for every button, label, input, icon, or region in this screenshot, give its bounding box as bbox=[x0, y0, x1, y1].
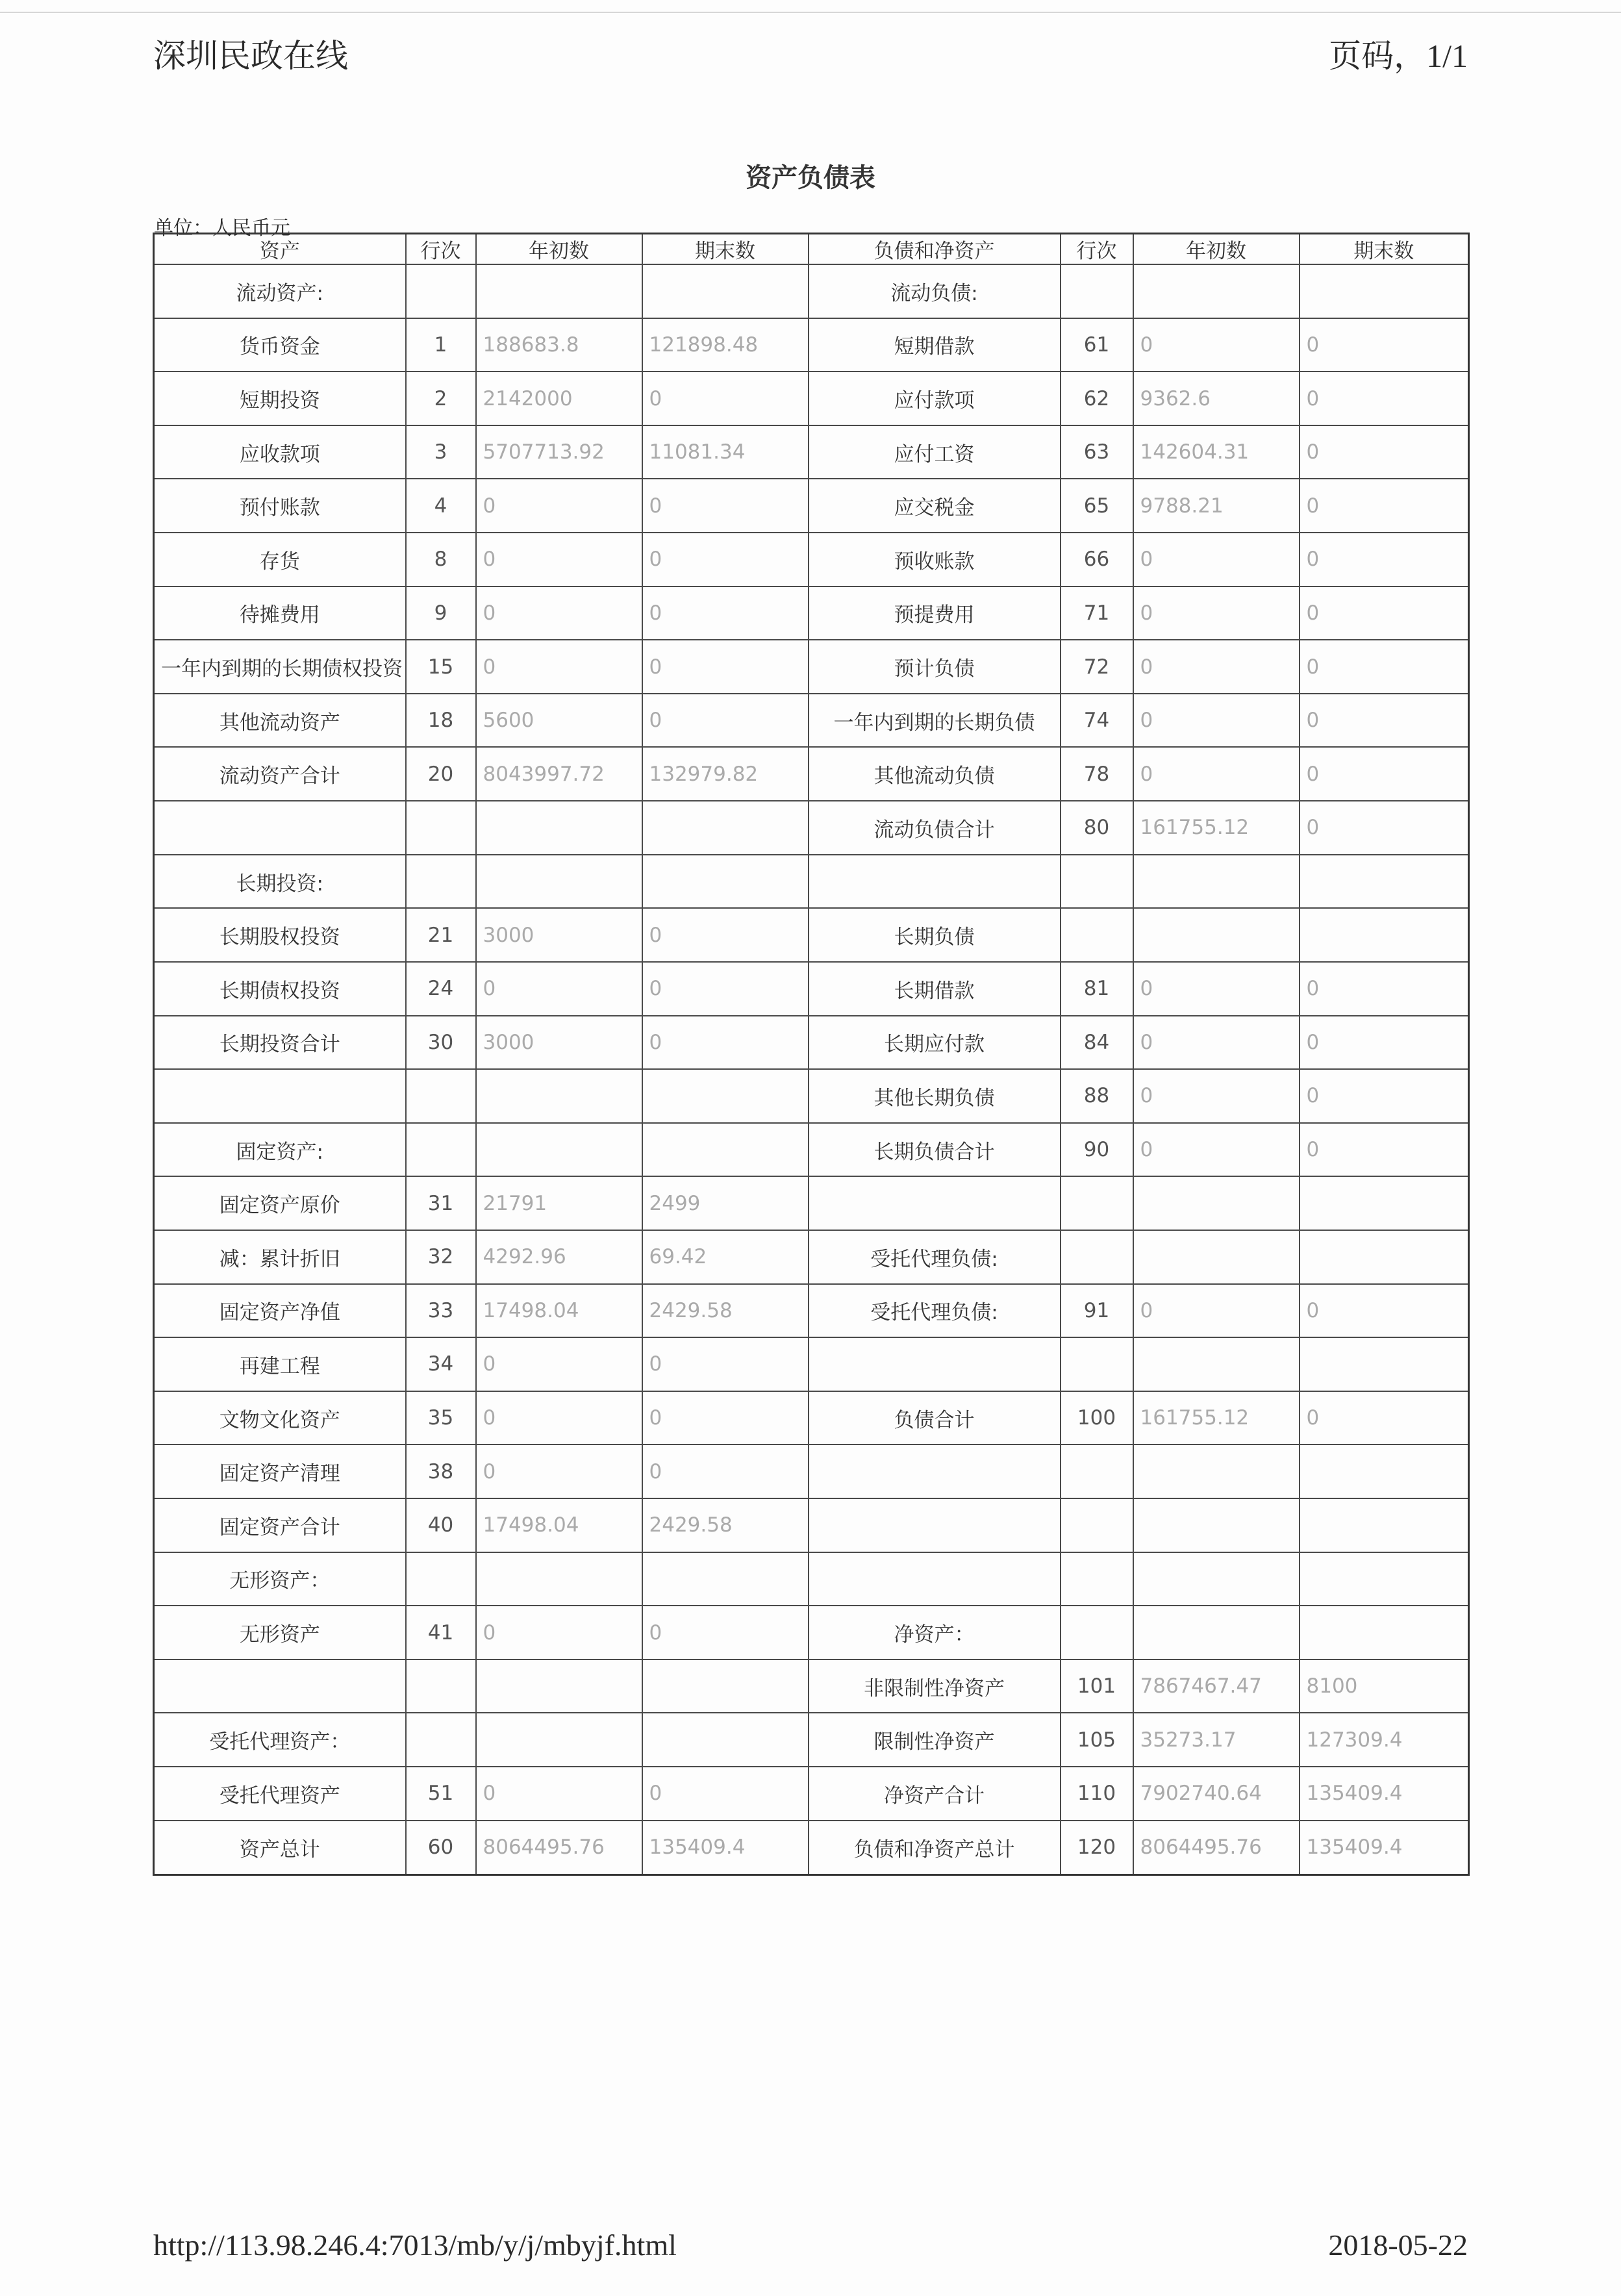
asset-opening bbox=[476, 855, 642, 909]
asset-line-no: 33 bbox=[406, 1284, 476, 1338]
table-row bbox=[154, 587, 1469, 640]
asset-name: 无形资产： bbox=[154, 1552, 406, 1606]
asset-closing: 0 bbox=[642, 908, 809, 962]
asset-line-no: 51 bbox=[406, 1767, 476, 1821]
liability-line-no: 81 bbox=[1061, 962, 1133, 1016]
asset-name: 流动资产: bbox=[154, 264, 406, 318]
asset-opening: 21791 bbox=[476, 1176, 642, 1230]
liability-line-no: 65 bbox=[1061, 479, 1133, 533]
asset-closing: 0 bbox=[642, 533, 809, 587]
liability-line-no: 66 bbox=[1061, 533, 1133, 587]
table-row bbox=[154, 372, 1469, 425]
table-row bbox=[154, 1337, 1469, 1391]
table-row bbox=[154, 640, 1469, 694]
liability-name: 流动负债: bbox=[809, 264, 1061, 318]
liability-line-no: 71 bbox=[1061, 587, 1133, 640]
liability-opening: 142604.31 bbox=[1133, 425, 1300, 479]
table-row bbox=[154, 855, 1469, 909]
asset-name: 受托代理资产： bbox=[154, 1713, 406, 1767]
liability-name: 负债合计 bbox=[809, 1391, 1061, 1445]
liability-line-no: 105 bbox=[1061, 1713, 1133, 1767]
liability-closing bbox=[1300, 1176, 1469, 1230]
asset-name: 文物文化资产 bbox=[154, 1391, 406, 1445]
asset-line-no bbox=[406, 264, 476, 318]
liability-closing: 135409.4 bbox=[1300, 1767, 1469, 1821]
liability-line-no: 120 bbox=[1061, 1821, 1133, 1875]
liability-closing: 0 bbox=[1300, 587, 1469, 640]
asset-closing: 0 bbox=[642, 962, 809, 1016]
asset-opening bbox=[476, 1123, 642, 1177]
liability-opening: 35273.17 bbox=[1133, 1713, 1300, 1767]
liability-line-no bbox=[1061, 1444, 1133, 1498]
liability-name bbox=[809, 1552, 1061, 1606]
asset-name bbox=[154, 1659, 406, 1713]
liability-closing bbox=[1300, 1444, 1469, 1498]
liability-line-no bbox=[1061, 264, 1133, 318]
asset-line-no: 8 bbox=[406, 533, 476, 587]
balance-sheet-table bbox=[153, 233, 1470, 1876]
asset-closing: 121898.48 bbox=[642, 318, 809, 372]
liability-name: 长期负债合计 bbox=[809, 1123, 1061, 1177]
liability-closing: 127309.4 bbox=[1300, 1713, 1469, 1767]
asset-line-no bbox=[406, 801, 476, 855]
asset-closing bbox=[642, 1123, 809, 1177]
asset-opening: 0 bbox=[476, 533, 642, 587]
liability-name: 净资产合计 bbox=[809, 1767, 1061, 1821]
asset-closing: 0 bbox=[642, 1337, 809, 1391]
liability-line-no: 62 bbox=[1061, 372, 1133, 425]
liability-closing bbox=[1300, 1337, 1469, 1391]
liability-line-no: 63 bbox=[1061, 425, 1133, 479]
col-header-closing: 期末数 bbox=[642, 234, 809, 265]
table-row bbox=[154, 1498, 1469, 1552]
asset-closing: 0 bbox=[642, 1606, 809, 1659]
liability-closing: 0 bbox=[1300, 1123, 1469, 1177]
liability-name: 流动负债合计 bbox=[809, 801, 1061, 855]
liability-closing bbox=[1300, 1606, 1469, 1659]
table-row bbox=[154, 1821, 1469, 1875]
asset-closing: 2429.58 bbox=[642, 1284, 809, 1338]
liability-name bbox=[809, 1498, 1061, 1552]
liability-line-no bbox=[1061, 908, 1133, 962]
liability-opening: 161755.12 bbox=[1133, 801, 1300, 855]
liability-closing bbox=[1300, 1498, 1469, 1552]
asset-line-no: 40 bbox=[406, 1498, 476, 1552]
liability-opening: 0 bbox=[1133, 1284, 1300, 1338]
liability-name: 应付工资 bbox=[809, 425, 1061, 479]
asset-opening: 2142000 bbox=[476, 372, 642, 425]
liability-name: 净资产： bbox=[809, 1606, 1061, 1659]
site-title: 深圳民政在线 bbox=[153, 38, 348, 74]
liability-closing: 0 bbox=[1300, 1069, 1469, 1123]
liability-opening bbox=[1133, 1552, 1300, 1606]
liability-opening: 0 bbox=[1133, 587, 1300, 640]
liability-opening: 161755.12 bbox=[1133, 1391, 1300, 1445]
liability-name: 一年内到期的长期负债 bbox=[809, 694, 1061, 748]
footer-url: http://113.98.246.4:7013/mb/y/j/mbyjf.html bbox=[153, 2228, 677, 2262]
unit-label: 单位：人民币元 bbox=[154, 217, 290, 240]
asset-closing bbox=[642, 264, 809, 318]
liability-line-no: 90 bbox=[1061, 1123, 1133, 1177]
liability-line-no bbox=[1061, 1337, 1133, 1391]
asset-name: 应收款项 bbox=[154, 425, 406, 479]
col-header-closing-2: 期末数 bbox=[1300, 234, 1469, 265]
liability-closing: 0 bbox=[1300, 640, 1469, 694]
report-title: 资产负债表 bbox=[746, 163, 875, 193]
liability-name: 预计负债 bbox=[809, 640, 1061, 694]
liability-name bbox=[809, 1176, 1061, 1230]
table-row bbox=[154, 962, 1469, 1016]
table-row bbox=[154, 264, 1469, 318]
asset-closing: 0 bbox=[642, 1767, 809, 1821]
liability-name: 非限制性净资产 bbox=[809, 1659, 1061, 1713]
liability-line-no: 101 bbox=[1061, 1659, 1133, 1713]
asset-opening: 17498.04 bbox=[476, 1498, 642, 1552]
asset-opening: 0 bbox=[476, 1337, 642, 1391]
liability-name: 其他流动负债 bbox=[809, 747, 1061, 801]
asset-name: 减：累计折旧 bbox=[154, 1230, 406, 1284]
asset-name: 预付账款 bbox=[154, 479, 406, 533]
page-number: 页码，1/1 bbox=[1329, 38, 1468, 74]
asset-opening: 5600 bbox=[476, 694, 642, 748]
table-row bbox=[154, 1123, 1469, 1177]
liability-opening bbox=[1133, 1606, 1300, 1659]
asset-line-no: 41 bbox=[406, 1606, 476, 1659]
asset-opening bbox=[476, 1069, 642, 1123]
asset-name bbox=[154, 1069, 406, 1123]
asset-name bbox=[154, 801, 406, 855]
liability-opening: 0 bbox=[1133, 1123, 1300, 1177]
liability-opening bbox=[1133, 1444, 1300, 1498]
asset-name: 一年内到期的长期债权投资 bbox=[154, 640, 406, 694]
col-header-opening-2: 年初数 bbox=[1133, 234, 1300, 265]
table-row bbox=[154, 533, 1469, 587]
asset-line-no bbox=[406, 1659, 476, 1713]
asset-closing: 0 bbox=[642, 694, 809, 748]
liability-line-no bbox=[1061, 1230, 1133, 1284]
asset-closing: 0 bbox=[642, 479, 809, 533]
asset-opening bbox=[476, 1659, 642, 1713]
asset-line-no: 24 bbox=[406, 962, 476, 1016]
asset-opening: 8043997.72 bbox=[476, 747, 642, 801]
liability-opening bbox=[1133, 855, 1300, 909]
liability-closing: 0 bbox=[1300, 533, 1469, 587]
asset-opening: 0 bbox=[476, 1767, 642, 1821]
asset-name: 长期投资合计 bbox=[154, 1016, 406, 1070]
liability-name: 受托代理负债: bbox=[809, 1230, 1061, 1284]
table-row bbox=[154, 425, 1469, 479]
asset-closing: 0 bbox=[642, 1444, 809, 1498]
asset-name: 固定资产原价 bbox=[154, 1176, 406, 1230]
liability-closing: 0 bbox=[1300, 479, 1469, 533]
asset-line-no bbox=[406, 1123, 476, 1177]
liability-name: 预收账款 bbox=[809, 533, 1061, 587]
table-row bbox=[154, 1552, 1469, 1606]
liability-name: 应交税金 bbox=[809, 479, 1061, 533]
asset-closing bbox=[642, 1659, 809, 1713]
asset-closing bbox=[642, 1713, 809, 1767]
table-row bbox=[154, 1284, 1469, 1338]
asset-closing: 0 bbox=[642, 372, 809, 425]
table-row bbox=[154, 1444, 1469, 1498]
asset-line-no: 32 bbox=[406, 1230, 476, 1284]
liability-opening bbox=[1133, 264, 1300, 318]
asset-name: 受托代理资产 bbox=[154, 1767, 406, 1821]
liability-line-no: 72 bbox=[1061, 640, 1133, 694]
col-header-liabilities: 负债和净资产 bbox=[809, 234, 1061, 265]
liability-closing: 0 bbox=[1300, 801, 1469, 855]
asset-name: 其他流动资产 bbox=[154, 694, 406, 748]
table-row bbox=[154, 801, 1469, 855]
asset-name: 固定资产净值 bbox=[154, 1284, 406, 1338]
liability-name bbox=[809, 1444, 1061, 1498]
table-row bbox=[154, 479, 1469, 533]
table-row bbox=[154, 1230, 1469, 1284]
liability-line-no: 80 bbox=[1061, 801, 1133, 855]
asset-line-no: 30 bbox=[406, 1016, 476, 1070]
asset-line-no bbox=[406, 1069, 476, 1123]
liability-closing: 0 bbox=[1300, 694, 1469, 748]
table-row bbox=[154, 1176, 1469, 1230]
asset-line-no bbox=[406, 855, 476, 909]
liability-opening: 8064495.76 bbox=[1133, 1821, 1300, 1875]
asset-name: 再建工程 bbox=[154, 1337, 406, 1391]
asset-line-no: 9 bbox=[406, 587, 476, 640]
asset-opening: 0 bbox=[476, 962, 642, 1016]
liability-closing: 0 bbox=[1300, 318, 1469, 372]
liability-opening bbox=[1133, 1337, 1300, 1391]
col-header-line-no: 行次 bbox=[406, 234, 476, 265]
liability-opening: 0 bbox=[1133, 1016, 1300, 1070]
liability-opening bbox=[1133, 1230, 1300, 1284]
table-row bbox=[154, 694, 1469, 748]
liability-line-no bbox=[1061, 1498, 1133, 1552]
asset-line-no: 18 bbox=[406, 694, 476, 748]
asset-opening: 8064495.76 bbox=[476, 1821, 642, 1875]
liability-opening: 0 bbox=[1133, 1069, 1300, 1123]
liability-closing bbox=[1300, 264, 1469, 318]
asset-closing bbox=[642, 1069, 809, 1123]
footer-date: 2018-05-22 bbox=[1328, 2228, 1468, 2262]
liability-name: 长期负债 bbox=[809, 908, 1061, 962]
asset-closing: 2429.58 bbox=[642, 1498, 809, 1552]
liability-closing: 0 bbox=[1300, 1284, 1469, 1338]
asset-name: 固定资产: bbox=[154, 1123, 406, 1177]
table-row bbox=[154, 1767, 1469, 1821]
asset-opening: 0 bbox=[476, 1444, 642, 1498]
asset-line-no: 3 bbox=[406, 425, 476, 479]
liability-name: 预提费用 bbox=[809, 587, 1061, 640]
liability-name: 应付款项 bbox=[809, 372, 1061, 425]
asset-closing: 2499 bbox=[642, 1176, 809, 1230]
liability-opening: 9788.21 bbox=[1133, 479, 1300, 533]
liability-line-no: 88 bbox=[1061, 1069, 1133, 1123]
asset-closing bbox=[642, 801, 809, 855]
asset-line-no: 20 bbox=[406, 747, 476, 801]
table-row bbox=[154, 1069, 1469, 1123]
liability-opening: 0 bbox=[1133, 318, 1300, 372]
asset-closing: 0 bbox=[642, 640, 809, 694]
asset-opening: 17498.04 bbox=[476, 1284, 642, 1338]
table-row bbox=[154, 747, 1469, 801]
liability-opening bbox=[1133, 908, 1300, 962]
asset-opening: 0 bbox=[476, 1391, 642, 1445]
liability-opening: 0 bbox=[1133, 533, 1300, 587]
table-row bbox=[154, 908, 1469, 962]
asset-closing bbox=[642, 1552, 809, 1606]
asset-closing: 11081.34 bbox=[642, 425, 809, 479]
liability-closing: 0 bbox=[1300, 747, 1469, 801]
liability-name bbox=[809, 1337, 1061, 1391]
asset-opening bbox=[476, 264, 642, 318]
asset-opening: 0 bbox=[476, 479, 642, 533]
asset-opening: 3000 bbox=[476, 1016, 642, 1070]
asset-name: 固定资产清理 bbox=[154, 1444, 406, 1498]
liability-line-no bbox=[1061, 1606, 1133, 1659]
liability-closing: 0 bbox=[1300, 1391, 1469, 1445]
liability-opening bbox=[1133, 1176, 1300, 1230]
liability-name: 其他长期负债 bbox=[809, 1069, 1061, 1123]
asset-opening bbox=[476, 1713, 642, 1767]
table-row bbox=[154, 318, 1469, 372]
liability-name: 负债和净资产总计 bbox=[809, 1821, 1061, 1875]
liability-opening: 7867467.47 bbox=[1133, 1659, 1300, 1713]
liability-line-no: 78 bbox=[1061, 747, 1133, 801]
asset-name: 长期股权投资 bbox=[154, 908, 406, 962]
asset-line-no: 1 bbox=[406, 318, 476, 372]
liability-opening: 0 bbox=[1133, 694, 1300, 748]
asset-closing: 0 bbox=[642, 587, 809, 640]
asset-opening bbox=[476, 801, 642, 855]
table-row bbox=[154, 1391, 1469, 1445]
asset-closing: 69.42 bbox=[642, 1230, 809, 1284]
asset-name: 无形资产 bbox=[154, 1606, 406, 1659]
table-row bbox=[154, 1016, 1469, 1070]
liability-opening: 0 bbox=[1133, 640, 1300, 694]
asset-line-no: 60 bbox=[406, 1821, 476, 1875]
liability-closing bbox=[1300, 855, 1469, 909]
liability-closing: 135409.4 bbox=[1300, 1821, 1469, 1875]
asset-name: 存货 bbox=[154, 533, 406, 587]
asset-opening: 0 bbox=[476, 640, 642, 694]
liability-line-no: 100 bbox=[1061, 1391, 1133, 1445]
asset-line-no bbox=[406, 1713, 476, 1767]
asset-name: 短期投资 bbox=[154, 372, 406, 425]
liability-line-no: 110 bbox=[1061, 1767, 1133, 1821]
asset-line-no bbox=[406, 1552, 476, 1606]
asset-opening: 5707713.92 bbox=[476, 425, 642, 479]
liability-closing bbox=[1300, 1552, 1469, 1606]
liability-closing: 0 bbox=[1300, 1016, 1469, 1070]
asset-line-no: 4 bbox=[406, 479, 476, 533]
asset-closing: 0 bbox=[642, 1391, 809, 1445]
asset-line-no: 2 bbox=[406, 372, 476, 425]
liability-opening: 0 bbox=[1133, 962, 1300, 1016]
asset-line-no: 31 bbox=[406, 1176, 476, 1230]
asset-opening: 0 bbox=[476, 587, 642, 640]
top-rule bbox=[0, 12, 1621, 13]
col-header-line-no-2: 行次 bbox=[1061, 234, 1133, 265]
liability-closing: 0 bbox=[1300, 372, 1469, 425]
asset-name: 长期投资: bbox=[154, 855, 406, 909]
liability-line-no: 84 bbox=[1061, 1016, 1133, 1070]
asset-name: 待摊费用 bbox=[154, 587, 406, 640]
liability-name bbox=[809, 855, 1061, 909]
asset-line-no: 38 bbox=[406, 1444, 476, 1498]
asset-closing: 135409.4 bbox=[642, 1821, 809, 1875]
asset-name: 资产总计 bbox=[154, 1821, 406, 1875]
table-header-row bbox=[154, 234, 1469, 265]
asset-opening bbox=[476, 1552, 642, 1606]
asset-opening: 188683.8 bbox=[476, 318, 642, 372]
liability-opening: 0 bbox=[1133, 747, 1300, 801]
asset-closing: 0 bbox=[642, 1016, 809, 1070]
liability-line-no bbox=[1061, 1176, 1133, 1230]
liability-closing: 0 bbox=[1300, 962, 1469, 1016]
liability-opening: 9362.6 bbox=[1133, 372, 1300, 425]
liability-closing: 8100 bbox=[1300, 1659, 1469, 1713]
liability-name: 受托代理负债: bbox=[809, 1284, 1061, 1338]
liability-opening: 7902740.64 bbox=[1133, 1767, 1300, 1821]
liability-opening bbox=[1133, 1498, 1300, 1552]
table-row bbox=[154, 1606, 1469, 1659]
asset-name: 流动资产合计 bbox=[154, 747, 406, 801]
table-row bbox=[154, 1713, 1469, 1767]
asset-line-no: 21 bbox=[406, 908, 476, 962]
col-header-assets: 资产 bbox=[154, 234, 406, 265]
asset-name: 长期债权投资 bbox=[154, 962, 406, 1016]
liability-closing bbox=[1300, 1230, 1469, 1284]
liability-closing bbox=[1300, 908, 1469, 962]
asset-closing bbox=[642, 855, 809, 909]
liability-line-no bbox=[1061, 1552, 1133, 1606]
liability-line-no: 61 bbox=[1061, 318, 1133, 372]
asset-closing: 132979.82 bbox=[642, 747, 809, 801]
liability-line-no: 74 bbox=[1061, 694, 1133, 748]
liability-name: 限制性净资产 bbox=[809, 1713, 1061, 1767]
liability-line-no bbox=[1061, 855, 1133, 909]
col-header-opening: 年初数 bbox=[476, 234, 642, 265]
asset-line-no: 15 bbox=[406, 640, 476, 694]
table-row bbox=[154, 1659, 1469, 1713]
liability-closing: 0 bbox=[1300, 425, 1469, 479]
liability-name: 短期借款 bbox=[809, 318, 1061, 372]
asset-line-no: 34 bbox=[406, 1337, 476, 1391]
asset-opening: 4292.96 bbox=[476, 1230, 642, 1284]
asset-line-no: 35 bbox=[406, 1391, 476, 1445]
asset-opening: 3000 bbox=[476, 908, 642, 962]
asset-opening: 0 bbox=[476, 1606, 642, 1659]
asset-name: 货币资金 bbox=[154, 318, 406, 372]
liability-line-no: 91 bbox=[1061, 1284, 1133, 1338]
asset-name: 固定资产合计 bbox=[154, 1498, 406, 1552]
liability-name: 长期借款 bbox=[809, 962, 1061, 1016]
liability-name: 长期应付款 bbox=[809, 1016, 1061, 1070]
